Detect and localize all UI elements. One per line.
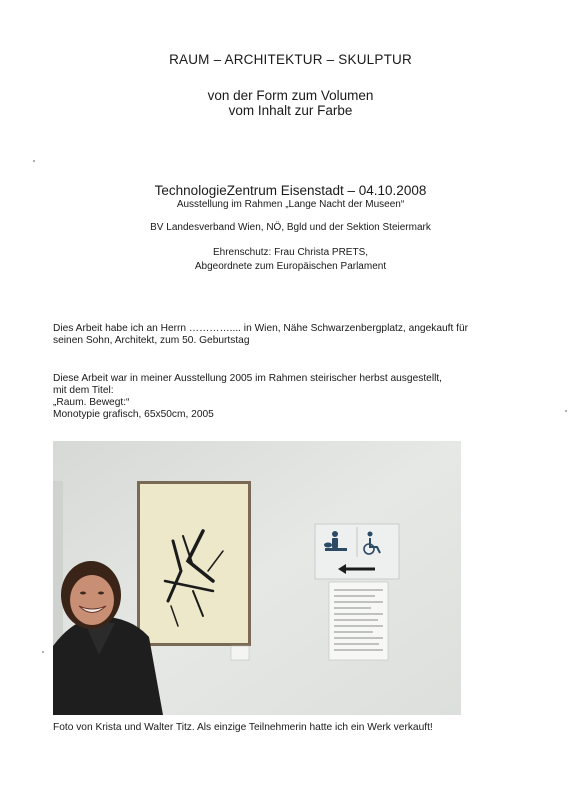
page-title: RAUM – ARCHITEKTUR – SKULPTUR [169,52,412,67]
accessibility-sign [315,524,399,579]
scan-speck [565,410,567,412]
patron-line-2: Abgeordnete zum Europäischen Parlament [194,261,387,272]
photo-scene [53,441,461,715]
photo-caption: Foto von Krista und Walter Titz. Als einzige Teilnehmerin hatte ich ein Werk verkauft! [53,722,433,733]
exhibition-photo [53,441,461,715]
scan-speck [33,160,35,162]
framed-artwork [137,481,251,646]
purchase-line-1: Dies Arbeit habe ich an Herrn ………….... in Wien, Nähe Schwarzenbergplatz, angekauft für [53,323,469,334]
subtitle-line-2: vom Inhalt zur Farbe [228,103,353,118]
exhibition-line-1: Diese Arbeit war in meiner Ausstellung 2005 im Rahmen steirischer herbst ausgestellt, [53,373,443,384]
patron-line-1: Ehrenschutz: Frau Christa PRETS, [212,247,369,258]
scan-speck [42,651,44,653]
venue-heading: TechnologieZentrum Eisenstadt – 04.10.2008 [154,183,427,198]
purchase-paragraph [53,323,533,347]
printed-notice [329,582,388,660]
exhibition-line-2: mit dem Titel: [53,385,114,396]
exhibition-context: Ausstellung im Rahmen „Lange Nacht der Museen“ [176,199,405,210]
artwork-label [231,646,249,660]
exhibition-paragraph [53,373,533,421]
purchase-line-2: seinen Sohn, Architekt, zum 50. Geburtstag [53,335,250,346]
artwork-title: „Raum. Bewegt:“ [53,397,130,408]
organizer-line: BV Landesverband Wien, NÖ, Bgld und der Sektion Steiermark [150,222,431,233]
artwork-details: Monotypie grafisch, 65x50cm, 2005 [53,409,214,420]
subtitle-line-1: von der Form zum Volumen [207,88,374,103]
